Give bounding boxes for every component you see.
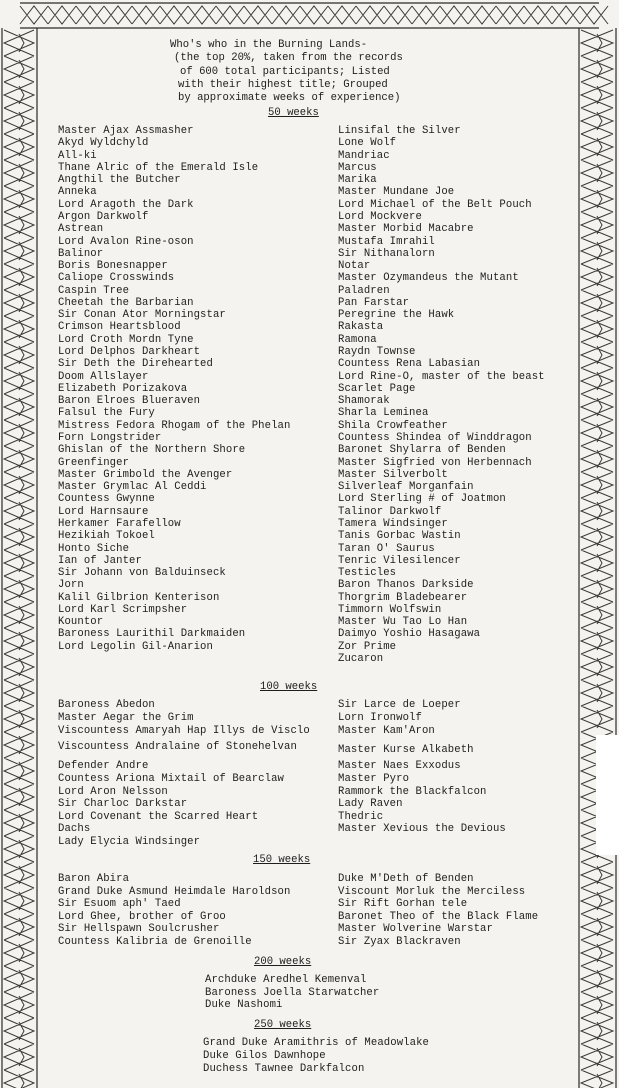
roster-name: Lady Elycia Windsinger — [58, 836, 201, 848]
roster-name: Lord Karl Scrimpsher — [58, 603, 188, 616]
roster-name: Astrean — [58, 223, 104, 236]
roster-name: Baron Abira — [58, 873, 130, 885]
roster-name: Doom Allslayer — [58, 370, 149, 383]
roster-name: Daimyo Yoshio Hasagawa — [338, 628, 481, 641]
roster-name: Rammork the Blackfalcon — [338, 786, 487, 798]
roster-name: Timmorn Wolfswin — [338, 603, 442, 616]
header-line: Who's who in the Burning Lands- — [170, 39, 368, 51]
section-heading-50-weeks: 50 weeks — [268, 107, 319, 119]
roster-name: Tamera Windsinger — [338, 517, 448, 530]
roster-name: Master Grimbold the Avenger — [58, 468, 233, 481]
header-line: of 600 total participants; Listed — [180, 65, 390, 78]
roster-name: Kountor — [58, 616, 104, 629]
roster-name: Duke Nashomi — [205, 999, 283, 1011]
roster-name: Linsifal the Silver — [338, 125, 461, 137]
roster-name: Countess Kalibria de Grenoille — [58, 936, 252, 948]
roster-name: Tenric Vilesilencer — [338, 554, 461, 567]
roster-name: Silverleaf Morganfain — [338, 481, 474, 494]
roster-name: Baroness Abedon — [58, 699, 155, 711]
roster-name: Lord Ghee, brother of Groo — [58, 910, 226, 923]
roster-name: Sir Conan Ator Morningstar — [58, 309, 226, 322]
roster-name: Lord Harnsaure — [58, 505, 149, 518]
section-heading-100-weeks: 100 weeks — [260, 681, 318, 693]
roster-name: Baronet Shylarra of Benden — [338, 444, 506, 457]
roster-name: Master Aegar the Grim — [58, 712, 194, 724]
header-line: by approximate weeks of experience) — [178, 92, 401, 105]
roster-name: Countess Rena Labasian — [338, 358, 481, 371]
roster-name: Falsul the Fury — [58, 407, 155, 420]
roster-name: Paladren — [338, 284, 390, 297]
roster-name: Kalil Gilbrion Kenterison — [58, 591, 220, 604]
roster-name: Lord Rine-O, master of the beast — [338, 370, 545, 383]
roster-name: Rakasta — [338, 321, 384, 334]
section-heading-200-weeks: 200 weeks — [254, 956, 312, 968]
roster-name: Lorn Ironwolf — [338, 712, 422, 724]
roster-name: Akyd Wyldchyld — [58, 137, 149, 150]
roster-name: Sir Hellspawn Soulcrusher — [58, 923, 220, 936]
roster-name: Lord Michael of the Belt Pouch — [338, 198, 532, 211]
roster-name: Baronet Theo of the Black Flame — [338, 910, 539, 923]
roster-name: Shila Crowfeather — [338, 419, 448, 432]
roster-name: Tanis Gorbac Wastin — [338, 530, 461, 543]
roster-name: Greenfinger — [58, 456, 130, 469]
roster-name: Sir Nithanalorn — [338, 247, 435, 260]
roster-name: Master Silverbolt — [338, 468, 448, 481]
roster-name: Master Morbid Macabre — [338, 223, 474, 236]
roster-name: Mistress Fedora Rhogam of the Phelan — [58, 419, 291, 432]
roster-name: Caspin Tree — [58, 284, 130, 297]
roster-name: Ramona — [338, 333, 377, 346]
roster-name: Jorn — [58, 579, 84, 592]
roster-name: Master Pyro — [338, 773, 410, 785]
roster-name: Cheetah the Barbarian — [58, 296, 194, 309]
roster-name: Notar — [338, 260, 371, 273]
roster-name: Argon Darkwolf — [58, 210, 149, 223]
roster-name: Sir Charloc Darkstar — [58, 798, 188, 810]
roster-name: Thane Alric of the Emerald Isle — [58, 161, 259, 174]
roster-name: Elizabeth Porizakova — [58, 382, 188, 395]
roster-name: Sir Larce de Loeper — [338, 699, 461, 711]
roster-name: Lord Covenant the Scarred Heart — [58, 811, 259, 823]
roster-name: Master Kam'Aron — [338, 725, 435, 737]
roster-name: Marcus — [338, 161, 377, 174]
roster-name: Anneka — [58, 186, 97, 199]
roster-name: Mustafa Imrahil — [338, 235, 435, 248]
roster-name: Scarlet Page — [338, 382, 416, 395]
roster-name: Countess Gwynne — [58, 493, 155, 506]
roster-name: Sir Zyax Blackraven — [338, 936, 461, 948]
roster-name: Zucaron — [338, 653, 384, 666]
roster-name: Taran O' Saurus — [338, 542, 435, 555]
roster-name: Thorgrim Bladebearer — [338, 591, 468, 604]
roster-name: Defender Andre — [58, 760, 149, 772]
roster-name: Master Naes Exxodus — [338, 760, 461, 772]
roster-name: Lord Delphos Darkheart — [58, 346, 201, 359]
roster-name: Duke M'Deth of Benden — [338, 873, 474, 885]
roster-name: Viscountess Andralaine of Stonehelvan — [58, 741, 297, 753]
roster-name: Duke Gilos Dawnhope — [203, 1050, 326, 1062]
roster-name: Hezikiah Tokoel — [58, 530, 155, 543]
roster-name: Lady Raven — [338, 798, 403, 810]
roster-name: Master Ajax Assmasher — [58, 125, 194, 137]
roster-name: Talinor Darkwolf — [338, 505, 442, 518]
roster-name: Honto Siche — [58, 542, 130, 555]
roster-name: Baroness Laurithil Darkmaiden — [58, 628, 246, 641]
roster-name: Zor Prime — [338, 640, 397, 653]
roster-name: Lord Croth Mordn Tyne — [58, 333, 194, 346]
roster-name: Master Wu Tao Lo Han — [338, 616, 468, 629]
roster-name: Master Mundane Joe — [338, 186, 455, 199]
roster-name: Lord Legolin Gil-Anarion — [58, 640, 213, 653]
section-heading-250-weeks: 250 weeks — [254, 1019, 312, 1031]
roster-name: Herkamer Farafellow — [58, 517, 181, 530]
roster-name: Sharla Leminea — [338, 407, 429, 420]
roster-name: Archduke Aredhel Kemenval — [205, 974, 367, 986]
roster-name: Baron Thanos Darkside — [338, 579, 474, 592]
roster-name: Master Grymlac Al Ceddi — [58, 481, 207, 494]
roster-name: Testicles — [338, 567, 397, 580]
roster-name: Master Xevious the Devious — [338, 823, 506, 835]
roster-name: Sir Esuom aph' Taed — [58, 898, 181, 911]
roster-name: All-ki — [58, 149, 97, 162]
roster-name: Thedric — [338, 811, 384, 823]
roster-name: Marika — [338, 174, 377, 187]
roster-name: Lord Aron Nelsson — [58, 786, 168, 798]
roster-name: Countess Ariona Mixtail of Bearclaw — [58, 773, 285, 785]
roster-name: Viscountess Amaryah Hap Illys de Visclo — [58, 725, 310, 737]
roster-name: Boris Bonesnapper — [58, 260, 168, 273]
roster-name: Sir Deth the Direhearted — [58, 358, 213, 371]
roster-name: Viscount Morluk the Merciless — [338, 885, 526, 898]
roster-name: Ghislan of the Northern Shore — [58, 444, 246, 457]
header-line: (the top 20%, taken from the records — [174, 52, 403, 65]
roster-name: Master Ozymandeus the Mutant — [338, 272, 519, 285]
roster-name: Lone Wolf — [338, 137, 397, 150]
roster-name: Master Sigfried von Herbennach — [338, 456, 532, 469]
roster-name: Lord Aragoth the Dark — [58, 198, 194, 211]
roster-name: Forn Longstrider — [58, 432, 162, 444]
roster-name: Angthil the Butcher — [58, 174, 181, 187]
roster-name: Sir Rift Gorhan tele — [338, 898, 468, 911]
section-heading-150-weeks: 150 weeks — [253, 854, 311, 866]
roster-name: Ian of Janter — [58, 554, 142, 567]
roster-name: Grand Duke Aramithris of Meadowlake — [203, 1037, 430, 1049]
roster-name: Balinor — [58, 247, 104, 260]
roster-name: Pan Farstar — [338, 296, 410, 309]
roster-name: Caliope Crosswinds — [58, 272, 175, 285]
roster-name: Dachs — [58, 823, 91, 835]
roster-name: Baroness Joella Starwatcher — [205, 986, 380, 999]
roster-name: Lord Mockvere — [338, 210, 422, 223]
roster-name: Grand Duke Asmund Heimdale Haroldson — [58, 885, 291, 898]
roster-name: Sir Johann von Balduinseck — [58, 567, 226, 580]
roster-name: Mandriac — [338, 149, 390, 162]
roster-name: Duchess Tawnee Darkfalcon — [203, 1063, 365, 1075]
roster-name: Lord Sterling # of Joatmon — [338, 493, 506, 506]
roster-name: Master Kurse Alkabeth — [338, 744, 474, 756]
roster-name: Raydn Townse — [338, 346, 416, 359]
roster-name: Crimson Heartsblood — [58, 321, 181, 334]
header-line: with their highest title; Grouped — [178, 78, 388, 91]
roster-name: Countess Shindea of Winddragon — [338, 432, 532, 444]
roster-name: Shamorak — [338, 395, 390, 408]
roster-name: Baron Elroes Blueraven — [58, 395, 201, 408]
roster-name: Master Wolverine Warstar — [338, 923, 493, 936]
roster-name: Lord Avalon Rine-oson — [58, 235, 194, 248]
roster-name: Peregrine the Hawk — [338, 309, 455, 322]
